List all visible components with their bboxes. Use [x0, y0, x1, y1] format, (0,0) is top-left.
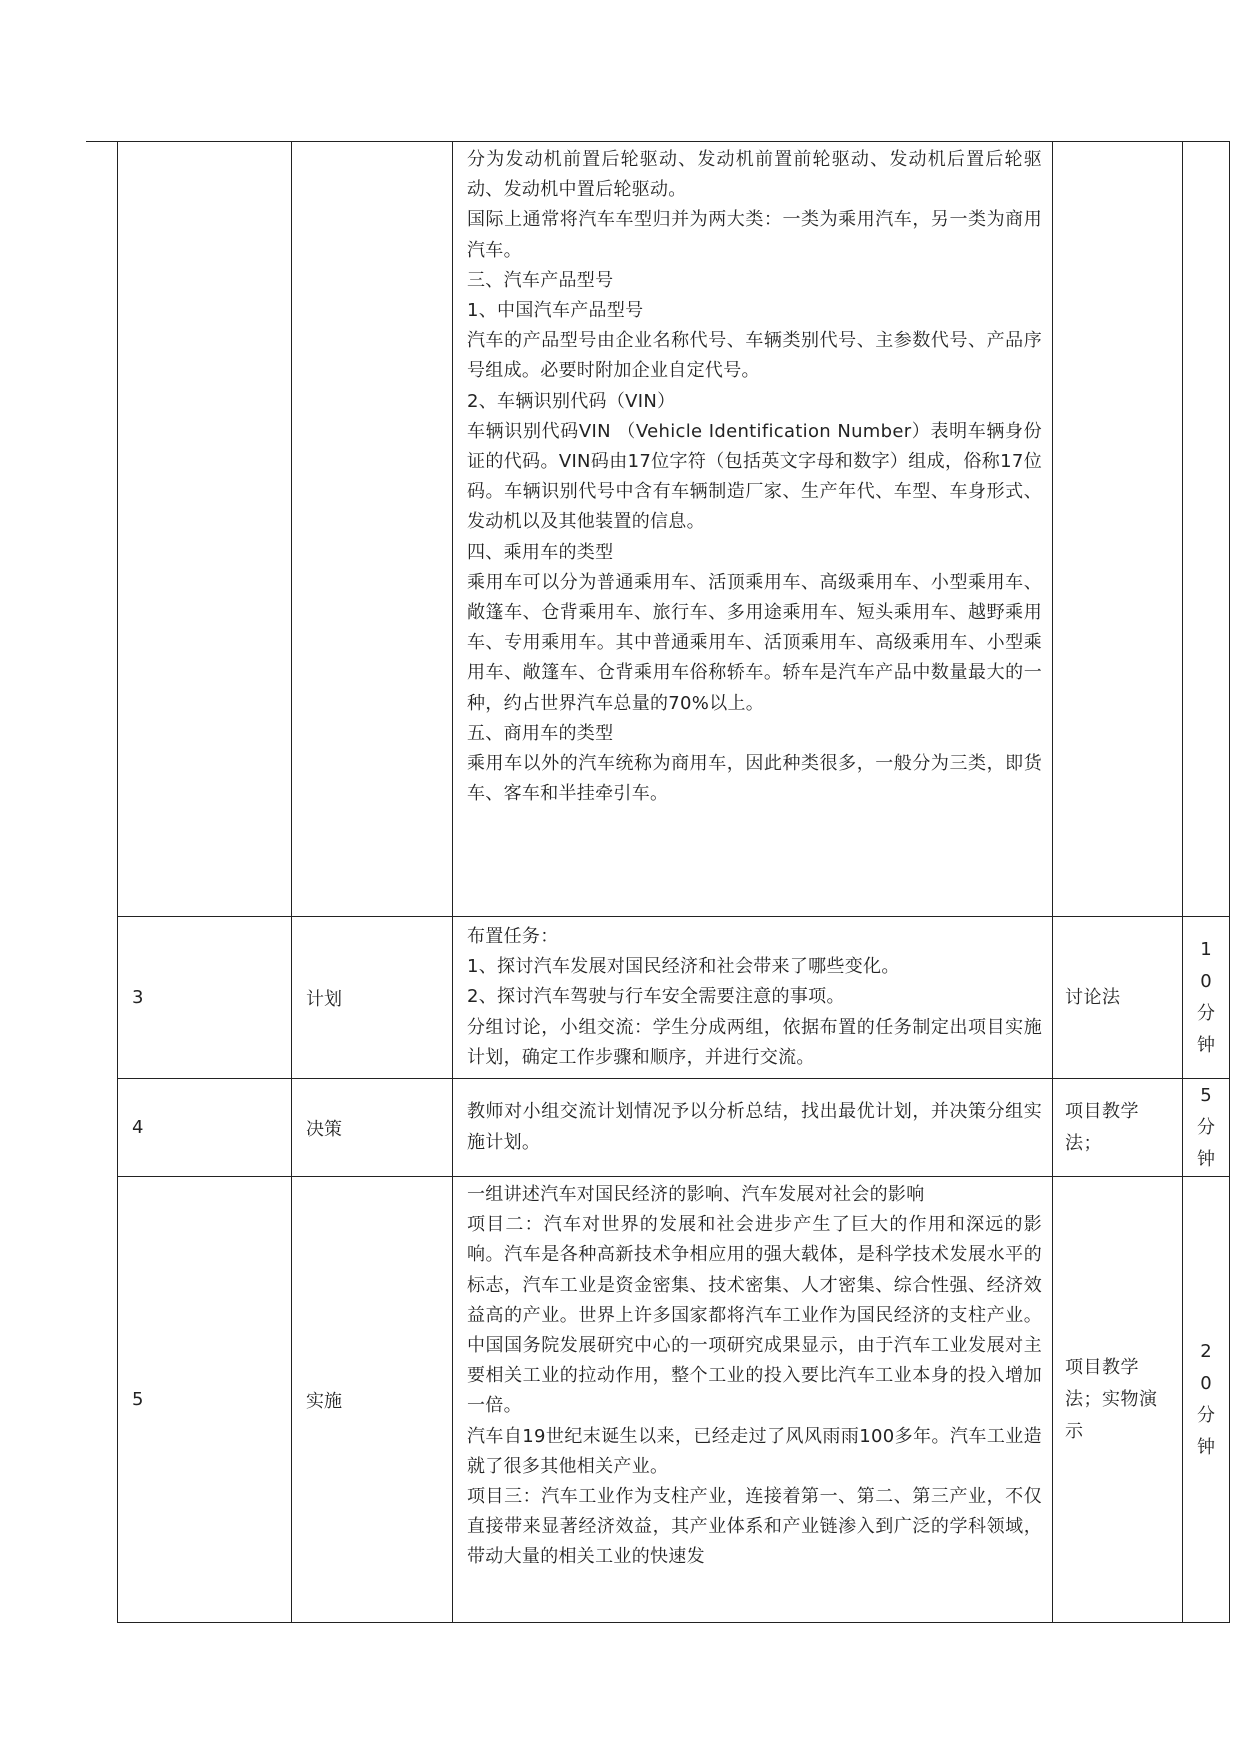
table-row: [118, 1079, 1230, 1177]
section-heading: 五、商用车的类型: [467, 722, 614, 744]
stage-cell: 计划: [292, 917, 453, 1079]
content-cell: [453, 142, 1053, 917]
content-paragraph: 汽车的产品型号由企业名称代号、车辆类别代号、主参数代号、产品序号组成。必要时附加企业自定代号。: [467, 330, 1042, 382]
method-cell: [1053, 1079, 1183, 1177]
time-cell: [1183, 1177, 1230, 1623]
content-paragraph: 分为发动机前置后轮驱动、发动机前置前轮驱动、发动机后置后轮驱动、发动机中置后轮驱动。: [467, 149, 1042, 201]
stage-cell: [292, 142, 453, 917]
time-cell: [1183, 1079, 1230, 1177]
content-cell: [453, 917, 1053, 1079]
content-paragraph: 乘用车以外的汽车统称为商用车，因此种类很多，一般分为三类，即货车、客车和半挂牵引车。: [467, 753, 1042, 805]
time-cell: [1183, 142, 1230, 917]
content-paragraph: 2、探讨汽车驾驶与行车安全需要注意的事项。: [467, 986, 845, 1008]
step-number-cell: [118, 142, 292, 917]
content-paragraph: 1、探讨汽车发展对国民经济和社会带来了哪些变化。: [467, 956, 900, 978]
step-number-cell: 3: [118, 917, 292, 1079]
time-text: 20分钟: [1197, 1340, 1215, 1458]
content-paragraph: 乘用车可以分为普通乘用车、活顶乘用车、高级乘用车、小型乘用车、敞篷车、仓背乘用车、旅行车、多用途乘用车、短头乘用车、越野乘用车、专用乘用车。其中普通乘用车、活顶乘用车、高级乘用车、小型乘用车、敞篷车、仓背乘用车俗称轿车。轿车是汽车产品中数量最大的一种，约占世界汽车总量的70%以上。: [467, 571, 1042, 714]
method-cell: [1053, 142, 1183, 917]
content-paragraph: 分组讨论，小组交流：学生分成两组，依据布置的任务制定出项目实施计划，确定工作步骤和顺序，并进行交流。: [467, 1016, 1042, 1068]
method-text: 项目教学法；: [1065, 1100, 1139, 1154]
time-text: 10分钟: [1197, 938, 1215, 1056]
content-paragraph: 国际上通常将汽车车型归并为两大类：一类为乘用汽车，另一类为商用汽车。: [467, 209, 1042, 261]
stage-cell: 决策: [292, 1079, 453, 1177]
content-paragraph: 教师对小组交流计划情况予以分析总结，找出最优计划，并决策分组实施计划。: [467, 1101, 1042, 1153]
method-cell: [1053, 917, 1183, 1079]
content-cell: [453, 1177, 1053, 1623]
content-paragraph: 项目二：汽车对世界的发展和社会进步产生了巨大的作用和深远的影响。汽车是各种高新技术争相应用的强大载体，是科学技术发展水平的标志，汽车工业是资金密集、技术密集、人才密集、综合性强、经济效益高的产业。世界上许多国家都将汽车工业作为国民经济的支柱产业。中国国务院发展研究中心的一项研究成果显示，由于汽车工业发展对主要相关工业的拉动作用，整个工业的投入要比汽车工业本身的投入增加一倍。: [467, 1214, 1042, 1417]
method-text: 讨论法: [1065, 986, 1121, 1008]
subsection-heading: 2、车辆识别代码（VIN）: [467, 390, 676, 412]
method-text: 项目教学法；实物演示: [1065, 1356, 1158, 1442]
method-cell: [1053, 1177, 1183, 1623]
section-heading: 三、汽车产品型号: [467, 269, 614, 291]
content-paragraph: 一组讲述汽车对国民经济的影响、汽车发展对社会的影响: [467, 1184, 925, 1205]
time-cell: [1183, 917, 1230, 1079]
time-text: 5分钟: [1197, 1084, 1215, 1170]
table-row: [118, 917, 1230, 1079]
stage-cell: 实施: [292, 1177, 453, 1623]
content-paragraph: 项目三：汽车工业作为支柱产业，连接着第一、第二、第三产业，不仅直接带来显著经济效益，其产业体系和产业链渗入到广泛的学科领域，带动大量的相关工业的快速发: [467, 1486, 1042, 1568]
step-number-cell: 4: [118, 1079, 292, 1177]
table-row: [118, 142, 1230, 917]
lesson-plan-table: [117, 141, 1230, 1623]
content-paragraph: 车辆识别代码VIN （Vehicle Identification Number）表明车辆身份证的代码。VIN码由17位字符（包括英文字母和数字）组成，俗称17位码。车辆识别代号中含有车辆制造厂家、生产年代、车型、车身形式、发动机以及其他装置的信息。: [467, 420, 1042, 533]
content-cell: [453, 1079, 1053, 1177]
subsection-heading: 1、中国汽车产品型号: [467, 300, 644, 322]
table-row: [118, 1177, 1230, 1623]
content-paragraph: 汽车自19世纪末诞生以来，已经走过了风风雨雨100多年。汽车工业造就了很多其他相关产业。: [467, 1425, 1042, 1477]
step-number-cell: 5: [118, 1177, 292, 1623]
content-paragraph: 布置任务：: [467, 925, 559, 947]
section-heading: 四、乘用车的类型: [467, 541, 614, 563]
